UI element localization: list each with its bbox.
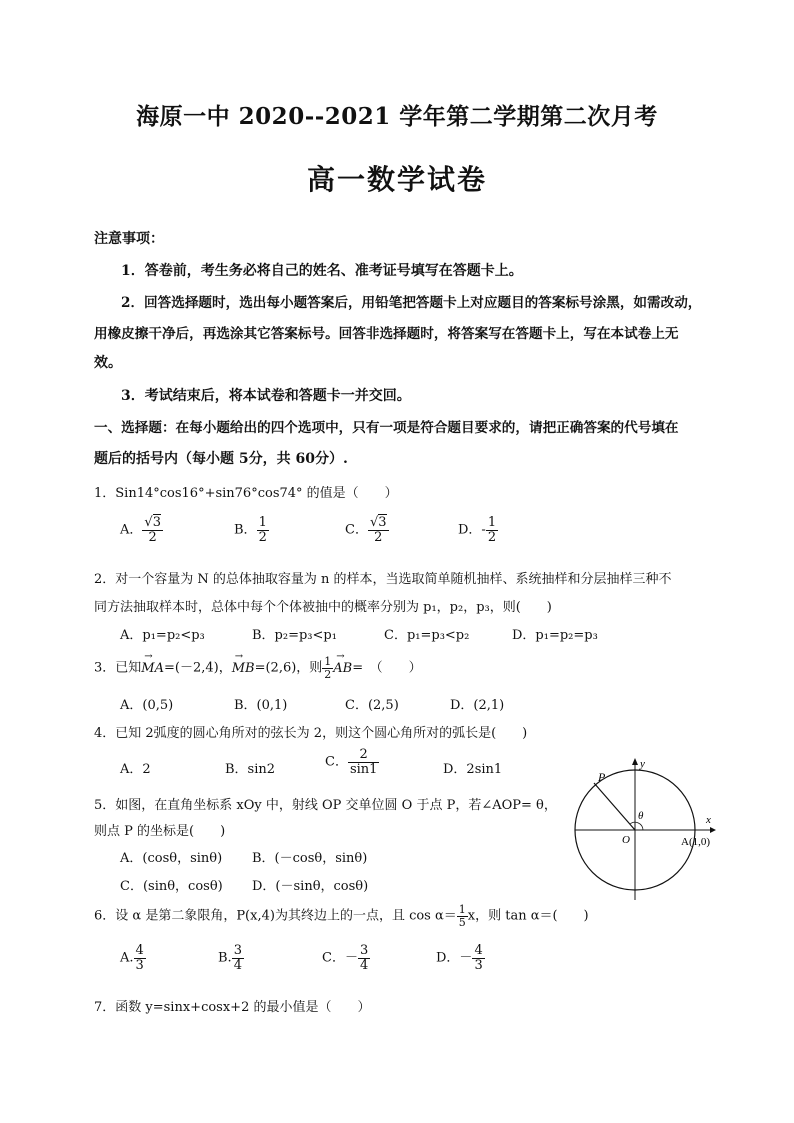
q7-stem: 7．函数 y=sinx+cosx+2 的最小值是（ ） [94,1000,371,1015]
ray-op [594,783,635,830]
notes-heading: 注意事项： [94,231,164,247]
point-a-label: A(1,0) [681,836,711,848]
q6-option-d: D．－ $\frac{4}{3}$ [436,943,483,973]
notes-item-2-line-2: 用橡皮擦干净后，再选涂其它答案标号。回答非选择题时，将答案写在答题卡上，写在本试卷上无 [94,326,679,342]
q1-stem: 1．Sin14°cos16°+sin76°cos74° 的值是（ ） [94,486,398,501]
q1-option-c: C． $\frac{√3}{2}$ [345,515,387,545]
q4-option-d: D．2sin1 [443,762,503,777]
point-p-label: P [598,770,606,784]
q5-option-b: B．(－cosθ，sinθ) [252,851,368,866]
y-axis-label: y [640,758,645,770]
q1-option-d: D．- $\frac{1}{2}$ [458,515,497,545]
theta-label: θ [638,810,644,822]
q3-option-d: D．(2,1) [450,698,505,713]
q5-option-d: D．(－sinθ，cosθ) [252,879,369,894]
unit-circle-figure [570,755,720,905]
q6-stem: 6．设 α 是第二象限角，P(x,4)为其终边上的一点，且 cos α＝ $\frac{1}{5}$ x，则 tan α＝( ) [94,903,589,929]
q3-option-b: B．(0,1) [234,698,288,713]
q2-option-b: B．p₂=p₃<p₁ [252,628,337,643]
origin-label: O [622,834,630,846]
q2-option-d: D．p₁=p₂=p₃ [512,628,598,643]
q1-option-a: A． $\frac{√3}{2}$ [120,515,161,545]
q4-option-c: C． $\frac{2}{\sin 1}$ [325,747,378,777]
q2-option-c: C．p₁=p₃<p₂ [384,628,470,643]
q2-stem-line-2: 同方法抽取样本时，总体中每个个体被抽中的概率分别为 p₁，p₂，p₃，则( ) [94,600,552,615]
notes-item-1: 1．答卷前，考生务必将自己的姓名、准考证号填写在答题卡上。 [121,263,523,279]
q3-stem: 3．已知→ MA=(－2,4)，→ MB=(2,6)，则 $\frac{1}{2}$ → AB= （ ） [94,656,422,680]
q4-option-a: A．2 [120,762,151,777]
q6-option-a: A. $\frac{4}{3}$ [120,943,144,973]
q4-option-b: B．sin2 [225,762,276,777]
q3-option-a: A．(0,5) [120,698,174,713]
y-axis-arrow [632,758,638,765]
notes-item-2-line-1: 2．回答选择题时，选出每小题答案后，用铅笔把答题卡上对应题目的答案标号涂黑，如需改动， [121,295,702,311]
q6-option-b: B. $\frac{3}{4}$ [218,943,242,973]
q3-option-c: C．(2,5) [345,698,399,713]
school-title: 海原一中 2020--2021 学年第二学期第二次月考 [136,103,658,130]
q5-stem-line-1: 5．如图，在直角坐标系 xOy 中，射线 OP 交单位圆 O 于点 P，若∠AOP= θ， [94,798,557,813]
notes-item-2-line-3: 效。 [94,355,122,371]
x-axis-label: x [706,814,711,826]
q4-stem: 4．已知 2弧度的圆心角所对的弦长为 2，则这个圆心角所对的弧长是( ) [94,726,528,741]
section-1-line-2: 题后的括号内（每小题 5分，共 60分）. [94,451,348,467]
q5-option-a: A．(cosθ，sinθ) [120,851,223,866]
notes-item-3: 3．考试结束后，将本试卷和答题卡一并交回。 [121,388,411,404]
exam-title: 高一数学试卷 [306,163,487,196]
x-axis-arrow [710,827,716,833]
q5-stem-line-2: 则点 P 的坐标是( ) [94,824,226,839]
q2-option-a: A．p₁=p₂<p₃ [120,628,205,643]
q1-option-b: B． $\frac{1}{2}$ [234,515,267,545]
q6-option-c: C．－ $\frac{3}{4}$ [322,943,369,973]
section-1-line-1: 一、选择题：在每小题给出的四个选项中，只有一项是符合题目要求的，请把正确答案的代号填在 [94,420,679,436]
q2-stem-line-1: 2．对一个容量为 N 的总体抽取容量为 n 的样本，当选取简单随机抽样、系统抽样和分层抽样三种不 [94,572,672,587]
q5-option-c: C．(sinθ，cosθ) [120,879,223,894]
